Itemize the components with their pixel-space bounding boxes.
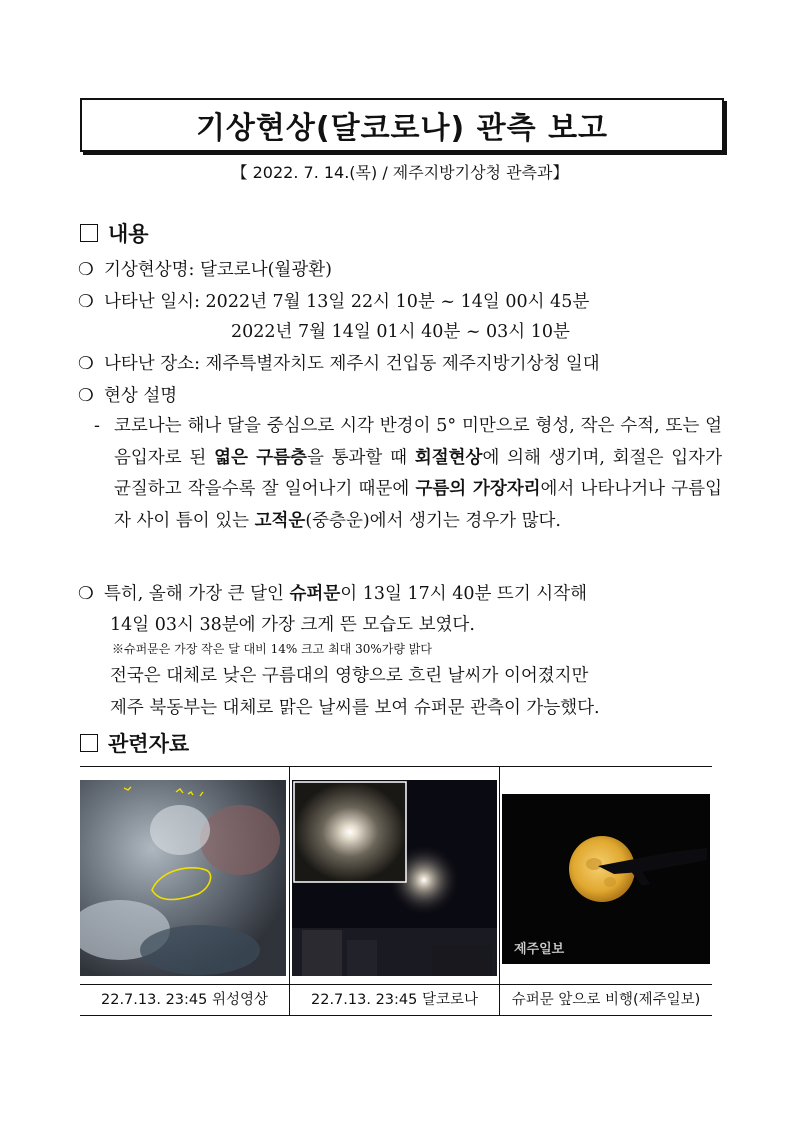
report-title [80, 98, 724, 152]
table-divider [80, 984, 712, 985]
watermark: 제주일보 [514, 942, 565, 957]
caption-corona: 22.7.13. 23:45 달코로나 [311, 992, 478, 1008]
section-heading-text: 내용 [108, 222, 149, 246]
supermoon-line-1 [78, 580, 587, 605]
related-images-table [80, 766, 712, 1016]
item-location [78, 350, 600, 375]
supermoon-line-3: 전국은 대체로 낮은 구름대의 영향으로 흐린 날씨가 이어졌지만 [110, 666, 589, 686]
desc-text-3: 에 의해 생기며, 회절은 입자가 균질하고 작을수록 잘 일어나기 때문에 [114, 447, 722, 499]
circle-bullet-icon: ❍ [78, 354, 94, 374]
desc-bold-3: 구름의 가장자리 [415, 479, 541, 499]
supermoon-line-4: 제주 북동부는 대체로 맑은 날씨를 보여 슈퍼문 관측이 가능했다. [110, 698, 600, 718]
item-text: 나타난 장소: 제주특별자치도 제주시 건입동 제주지방기상청 일대 [104, 354, 600, 374]
desc-text-1: 코로나는 해나 달을 중심으로 시각 반경이 5° 미만으로 형성, 작은 수적, 또는 얼음입자로 된 [114, 416, 722, 468]
square-bullet-icon [80, 734, 98, 752]
desc-bold-1: 엷은 구름층 [214, 447, 307, 468]
caption-supermoon: 슈퍼문 앞으로 비행(제주일보) [511, 992, 701, 1008]
supermoon-bold: 슈퍼문 [289, 584, 341, 604]
table-bottom-border [80, 1015, 712, 1016]
satellite-image [80, 780, 286, 976]
desc-text-2: 을 통과할 때 [306, 447, 415, 468]
desc-bold-2: 회절현상 [414, 447, 483, 468]
item-phenomenon-name [78, 256, 332, 281]
item-text: 기상현상명: 달코로나(월광환) [104, 260, 332, 280]
section-heading-text: 관련자료 [108, 732, 190, 756]
circle-bullet-icon: ❍ [78, 260, 94, 280]
supermoon-note: ※슈퍼문은 가장 작은 달 대비 14% 크고 최대 30%가량 밝다 [112, 642, 432, 656]
supermoon-text-post: 이 13일 17시 40분 뜨기 시작해 [340, 584, 588, 604]
item-occurrence-time-2 [231, 318, 570, 343]
table-top-border [80, 766, 712, 767]
table-column-line [289, 766, 290, 1016]
desc-text-4: 에서 나타나거나 구름입자 사이 틈이 있는 [114, 479, 722, 531]
item-occurrence-time [78, 288, 589, 313]
section-heading-content [80, 218, 149, 248]
circle-bullet-icon: ❍ [78, 584, 94, 604]
supermoon-image [502, 794, 710, 964]
description-paragraph [114, 411, 722, 537]
report-title-text: 기상현상(달코로나) 관측 보고 [195, 111, 609, 146]
desc-text-5: (중층운)에서 생기는 경우가 많다. [305, 510, 561, 531]
item-text: 2022년 7월 14일 01시 40분 ~ 03시 10분 [231, 322, 570, 342]
item-text: 현상 설명 [104, 386, 178, 406]
circle-bullet-icon: ❍ [78, 292, 94, 312]
item-text: 나타난 일시: 2022년 7월 13일 22시 10분 ~ 14일 00시 45분 [104, 292, 590, 312]
section-heading-materials [80, 728, 189, 758]
desc-bold-4: 고적운 [254, 510, 306, 531]
supermoon-text: 특히, 올해 가장 큰 달인 [104, 584, 290, 604]
supermoon-line-2: 14일 03시 38분에 가장 크게 뜬 모습도 보였다. [110, 615, 475, 635]
dash-bullet: - [94, 416, 100, 436]
square-bullet-icon [80, 224, 98, 242]
caption-satellite: 22.7.13. 23:45 위성영상 [101, 992, 268, 1008]
phenomenon-description [94, 411, 722, 537]
item-description-heading [78, 382, 177, 407]
moon-corona-image [292, 780, 497, 976]
circle-bullet-icon: ❍ [78, 386, 94, 406]
report-subtitle: 【 2022. 7. 14.(목) / 제주지방기상청 관측과】 [231, 163, 569, 182]
table-column-line [499, 766, 500, 1016]
